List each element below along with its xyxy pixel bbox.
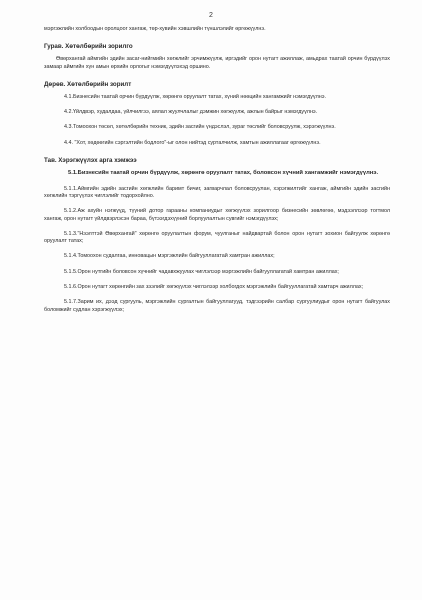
page-content	[44, 26, 390, 322]
section-measures-subheading: 5.1.Бизнесийн таатай орчин бүрдүүлж, хөрөнгө оруулалт татах, боловсон хүчний хангамжийг нэмэгдүүлнэ.	[68, 170, 379, 177]
intro-tail-paragraph: мэргэжлийн холбоодын оролцоог хангаж, төр-хувийн хэвшлийн түншлэлийг өргөжүүлнэ.	[44, 26, 266, 32]
measure-item: 5.1.1.Аймгийн эдийн засгийн хөгжлийн баримт бичиг, загварчлал боловсруулан, хэрэгжилтийг хангаж, аймгийн эдийн засгийн хөгжлийн тэргүүлэх чиглэлийг тодорхойлно.	[44, 185, 390, 199]
measure-item: 5.1.5.Орон нутгийн боловсон хүчнийг чадавхжуулах чиглэлээр мэргэжлийн байгууллагатай хамтран ажиллах;	[64, 268, 339, 275]
section-goal-text: Өвөрхангай аймгийн эдийн засаг-нийгмийн хөгжлийг эрчимжүүлж, иргэдийг орон нутагт ажиллаж, амьдрах таатай орчин бүрдүүлэх замаар аймгийн хүн амын өрхийн орлогыг нэмэгдүүлэхэд оршино.	[44, 56, 390, 70]
section-goal-heading: Гурав. Хөтөлбөрийн зорилго	[44, 43, 133, 51]
measure-item: 5.1.6.Орон нутагт хөрөнгийн зах зээлийг хөгжүүлэх чиглэлээр холбогдох мэргэжлийн байгууллагатай хамтарч ажиллах;	[64, 284, 364, 291]
objective-item: 4.1.Бизнесийн таатай орчин бүрдүүлж, хөрөнгө оруулалт татах, хүний нөөцийн хангамжийг нэмэгдүүлнэ.	[64, 93, 326, 100]
measure-item: 5.1.3."Нээлттэй Өвөрхангай" хөрөнгө оруулалтын форум, чуулганыг найдвартай болон орон нутагт зохион байгуулж хөрөнгө оруулалт татах;	[44, 230, 390, 245]
measure-item: 5.1.2.Аж ахуйн нэгжүүд, түүний дотор гарааны компаниудыг хөгжүүлэх зорилгоор бизнесийн зөвлөгөө, мэдээллээр тогтмол хангаж, орон нутагт үйлдвэрлэсэн бараа, бүтээгдэхүүний борлуулалтын сувгийг нэмэгдүүлэх;	[44, 208, 390, 222]
objective-item: 4.4. "Хот, хөдөөгийн сэргэлтийн бодлого"-ыг олон нийтэд сурталчилж, хамтын ажиллагааг өргөжүүлнэ.	[64, 139, 321, 146]
objective-item: 4.2.Үйлдвэр, худалдаа, үйлчилгээ, аялал жуулчлалыг дэмжин хөгжүүлж, ажлын байрыг нэмэгдүүлнэ.	[64, 109, 318, 116]
objective-item: 4.3.Томоохон төсөл, хөтөлбөрийн техник, эдийн засгийн үндэслэл, зураг төслийг боловсруулж, хэрэгжүүлнэ.	[64, 124, 336, 131]
measure-item: 5.1.4.Томоохон судалгаа, инновацын мэргэжлийн байгууллагатай хамтран ажиллах;	[64, 253, 275, 260]
section-objectives-heading: Дөрөв. Хөтөлбөрийн зорилт	[44, 80, 132, 88]
section-measures-heading: Тав. Хэрэгжүүлэх арга хэмжээ	[44, 157, 137, 165]
measure-item: 5.1.7.Зарим их, дээд сургууль, мэргэжлийн сургалтын байгууллагууд, тэдгээрийн салбар сургуулиудыг орон нутагт байгуулах боломжийг судлан хэрэгжүүлэх;	[44, 299, 390, 313]
page-number: 2	[209, 12, 213, 19]
